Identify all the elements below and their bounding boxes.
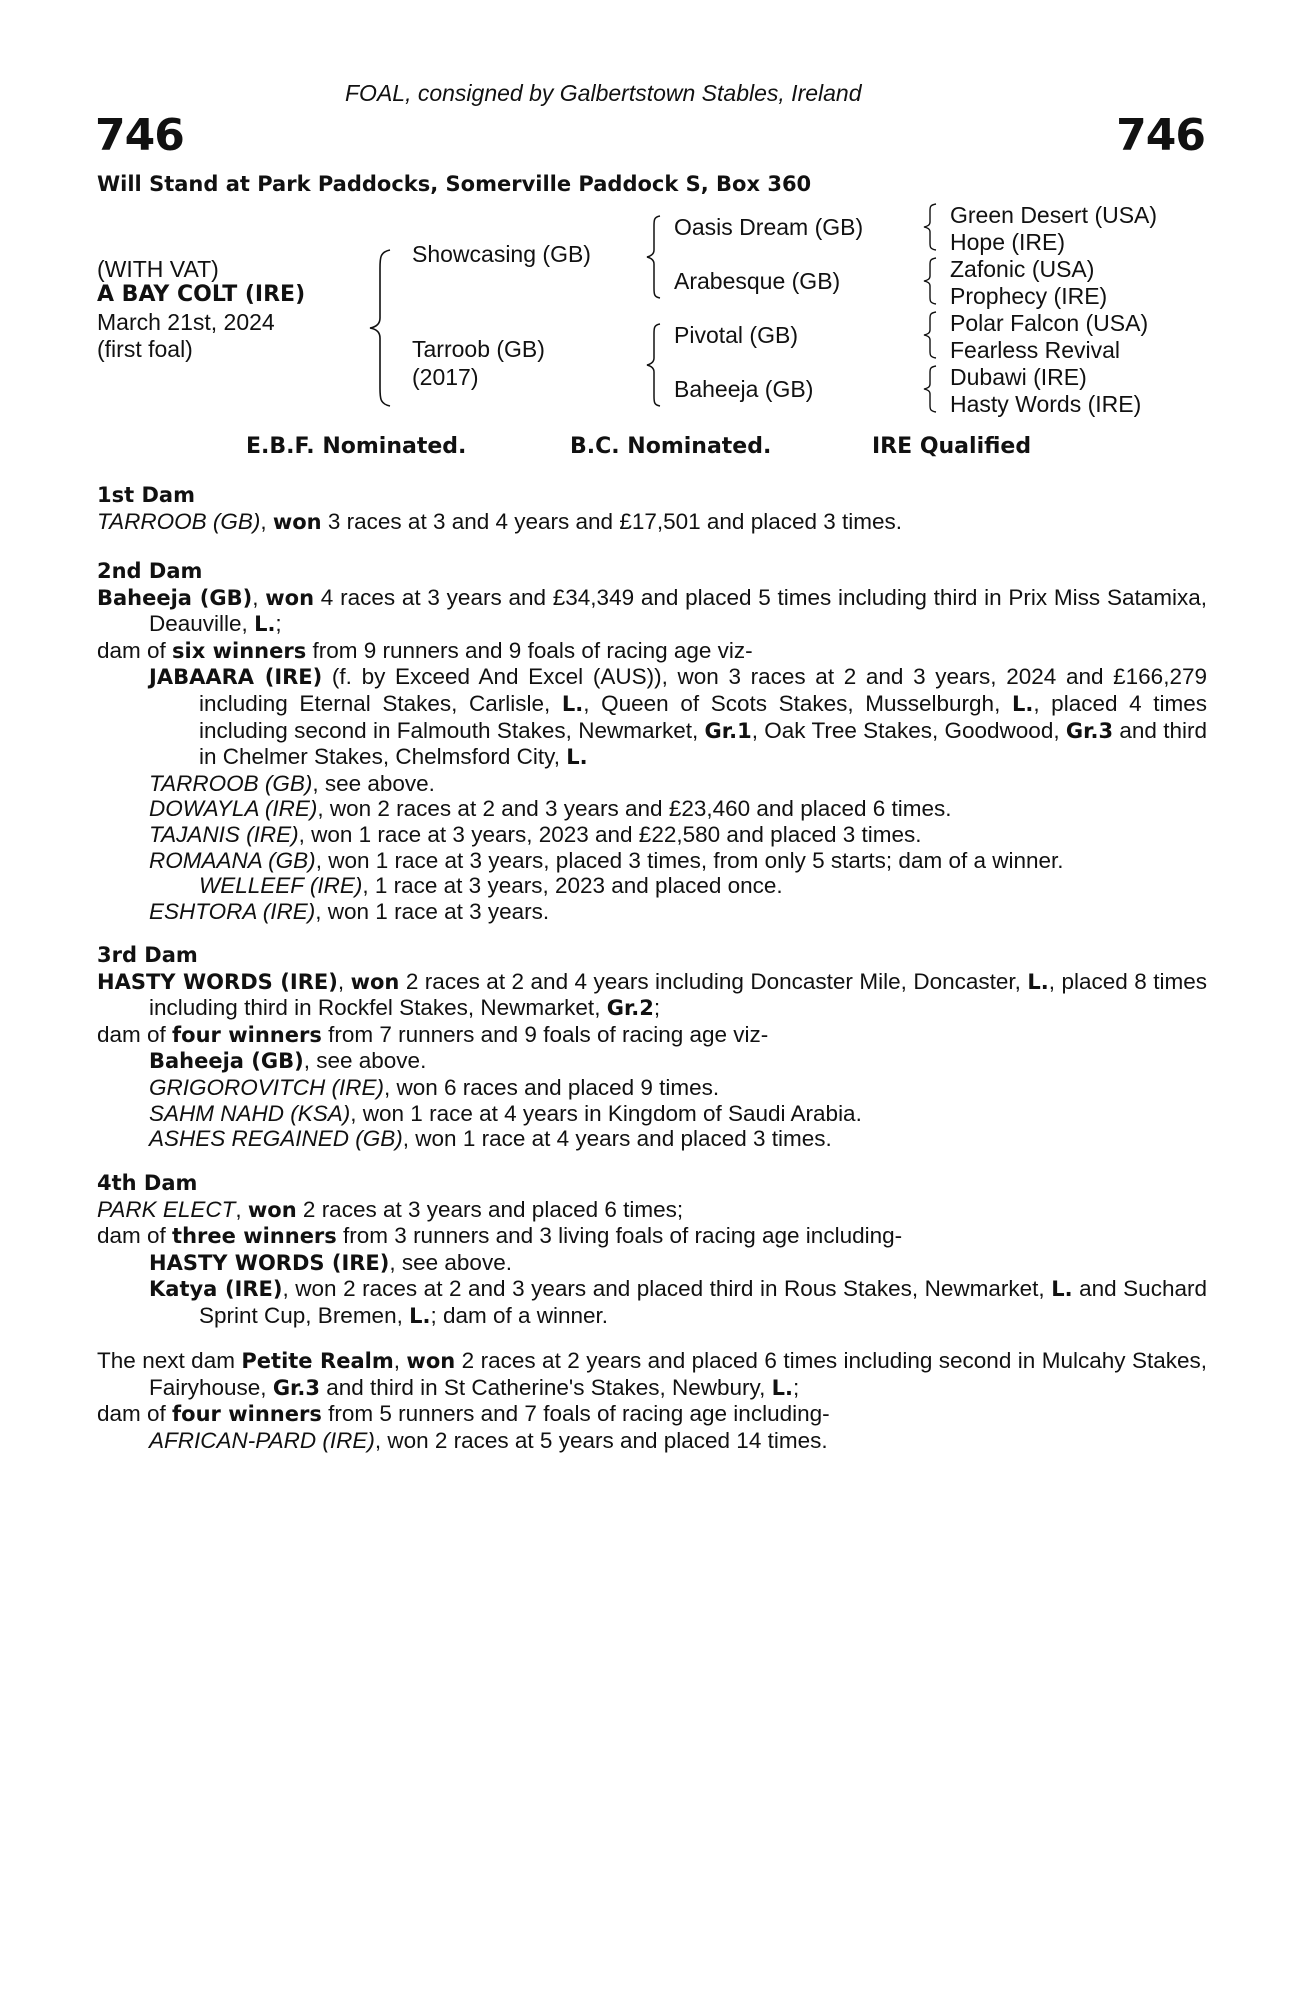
sds: Zafonic (USA) (950, 256, 1095, 282)
sire-name: Showcasing (GB) (412, 241, 591, 267)
dds: Dubawi (IRE) (950, 364, 1087, 390)
next-dam-section: The next dam Petite Realm, won 2 races at 2 years and placed 6 times including second in Mulcahy Stakes, Fairyhouse, Gr.3 and third in St Catherine's Stakes, Newbury, L.; dam of four winners from 5 runners and 7 foals of racing age including- AFRICAN-PARD (IRE), won 2 races at 5 years and placed 14 times. (97, 1348, 1207, 1453)
second-dam-section: 2nd Dam Baheeja (GB), won 4 races at 3 years and £34,349 and placed 5 times including third in Prix Miss Satamixa, Deauville, L.; dam of six winners from 9 runners and 9 foals of racing age viz- JABAARA (IRE) (f. by Exceed And Excel (AUS)), won 3 races at 2 and 3 years, 2024 and £166,279 including Eternal Stakes, Carlisle, L., Queen of Scots Stakes, Musselburgh, L., placed 4 times including second in Falmouth Stakes, Newmarket, Gr.1, Oak Tree Stakes, Goodwood, Gr.3 and third in Chelmer Stakes, Chelmsford City, L. TARROOB (GB), see above. DOWAYLA (IRE), won 2 races at 2 and 3 years and £23,460 and placed 6 times. TAJANIS (IRE), won 1 race at 3 years, 2023 and £22,580 and placed 3 times. ROMAANA (GB), won 1 race at 3 years, placed 3 times, from only 5 starts; dam of a winner. WELLEEF (IRE), 1 race at 3 years, 2023 and placed once. ESHTORA (IRE), won 1 race at 3 years. (97, 559, 1208, 924)
progeny-item: GRIGOROVITCH (IRE), won 6 races and placed 9 times. (149, 1074, 720, 1100)
dss: Polar Falcon (USA) (950, 310, 1149, 336)
lot-number-right: 746 (1116, 110, 1205, 161)
bc-nomination: B.C. Nominated. (570, 434, 772, 459)
foaling-date: March 21st, 2024 (97, 309, 275, 335)
progeny-item: Baheeja (GB), see above. (149, 1048, 427, 1074)
sire-dam: Arabesque (GB) (674, 268, 841, 294)
progeny-item: TAJANIS (IRE), won 1 race at 3 years, 2023 and £22,580 and placed 3 times. (149, 821, 922, 847)
progeny-item: DOWAYLA (IRE), won 2 races at 2 and 3 years and £23,460 and placed 6 times. (149, 796, 952, 822)
horse-name: A BAY COLT (IRE) (97, 282, 306, 307)
foal-note: (first foal) (97, 336, 193, 362)
progeny-item: TARROOB (GB), see above. (149, 770, 435, 796)
section-title: 1st Dam (97, 483, 195, 507)
sss: Green Desert (USA) (950, 202, 1158, 228)
progeny-item: SAHM NAHD (KSA), won 1 race at 4 years in Kingdom of Saudi Arabia. (149, 1100, 862, 1126)
dam-name: TARROOB (GB) (97, 508, 261, 534)
dsd: Fearless Revival (950, 337, 1120, 363)
progeny-item: ASHES REGAINED (GB), won 1 race at 4 years and placed 3 times. (149, 1126, 832, 1152)
grand-progeny-item: WELLEEF (IRE), 1 race at 3 years, 2023 and placed once. (199, 873, 783, 899)
ssd: Hope (IRE) (950, 229, 1066, 255)
sire-bracket (642, 214, 664, 300)
pedigree-main-bracket (364, 248, 394, 408)
progeny-item: Katya (IRE), won 2 races at 2 and 3 years and placed third in Rous Stakes, Newmarket, L. and Suchard Sprint Cup, Bremen, L.; dam of a winner. (149, 1276, 1207, 1328)
vat-note: (WITH VAT) (97, 256, 219, 282)
ebf-nomination: E.B.F. Nominated. (246, 434, 467, 459)
dam-year: (2017) (412, 364, 479, 390)
gen3-bracket-1 (920, 202, 940, 252)
progeny-item: AFRICAN-PARD (IRE), won 2 races at 5 years and placed 14 times. (149, 1427, 828, 1453)
lot-number-left: 746 (95, 110, 184, 161)
dam-sire: Pivotal (GB) (674, 322, 798, 348)
ire-qualified: IRE Qualified (872, 434, 1032, 459)
progeny-item: HASTY WORDS (IRE), see above. (149, 1249, 512, 1275)
section-title: 4th Dam (97, 1171, 198, 1195)
fourth-dam-section: 4th Dam PARK ELECT, won 2 races at 3 years and placed 6 times; dam of three winners from 3 runners and 3 living foals of racing age including- HASTY WORDS (IRE), see above. Katya (IRE), won 2 races at 2 and 3 years and placed third in Rous Stakes, Newmarket, L. and Suchard Sprint Cup, Bremen, L.; dam of a winner. (97, 1171, 1207, 1328)
gen3-bracket-4 (920, 364, 940, 414)
third-dam-section: 3rd Dam HASTY WORDS (IRE), won 2 races at 2 and 4 years including Doncaster Mile, Doncaster, L., placed 8 times including third in Rockfel Stakes, Newmarket, Gr.2; dam of four winners from 7 runners and 9 foals of racing age viz- Baheeja (GB), see above. GRIGOROVITCH (IRE), won 6 races and placed 9 times. SAHM NAHD (KSA), won 1 race at 4 years in Kingdom of Saudi Arabia. ASHES REGAINED (GB), won 1 race at 4 years and placed 3 times. (97, 943, 1207, 1152)
section-title: 3rd Dam (97, 943, 198, 967)
progeny-item: ESHTORA (IRE), won 1 race at 3 years. (149, 898, 550, 924)
progeny-item: ROMAANA (GB), won 1 race at 3 years, placed 3 times, from only 5 starts; dam of a winner. (149, 847, 1064, 873)
first-dam-section: 1st Dam TARROOB (GB), won 3 races at 3 and 4 years and £17,501 and placed 3 times. (97, 483, 903, 534)
sdd: Prophecy (IRE) (950, 283, 1108, 309)
ddd: Hasty Words (IRE) (950, 391, 1142, 417)
progeny-item: JABAARA (IRE) (f. by Exceed And Excel (AUS)), won 3 races at 2 and 3 years, 2024 and £166,279 including Eternal Stakes, Carlisle, L., Queen of Scots Stakes, Musselburgh, L., placed 4 times including second in Falmouth Stakes, Newmarket, Gr.1, Oak Tree Stakes, Goodwood, Gr.3 and third in Chelmer Stakes, Chelmsford City, L. (149, 664, 1208, 770)
section-title: 2nd Dam (97, 559, 203, 583)
gen3-bracket-3 (920, 310, 940, 360)
gen3-bracket-2 (920, 256, 940, 306)
dam-bracket (642, 322, 664, 408)
dam-dam: Baheeja (GB) (674, 376, 814, 402)
stand-location: Will Stand at Park Paddocks, Somerville Paddock S, Box 360 (97, 172, 812, 196)
dam-name: Tarroob (GB) (412, 336, 545, 362)
consignment-line: FOAL, consigned by Galbertstown Stables, Ireland (345, 80, 862, 106)
sire-sire: Oasis Dream (GB) (674, 214, 864, 240)
